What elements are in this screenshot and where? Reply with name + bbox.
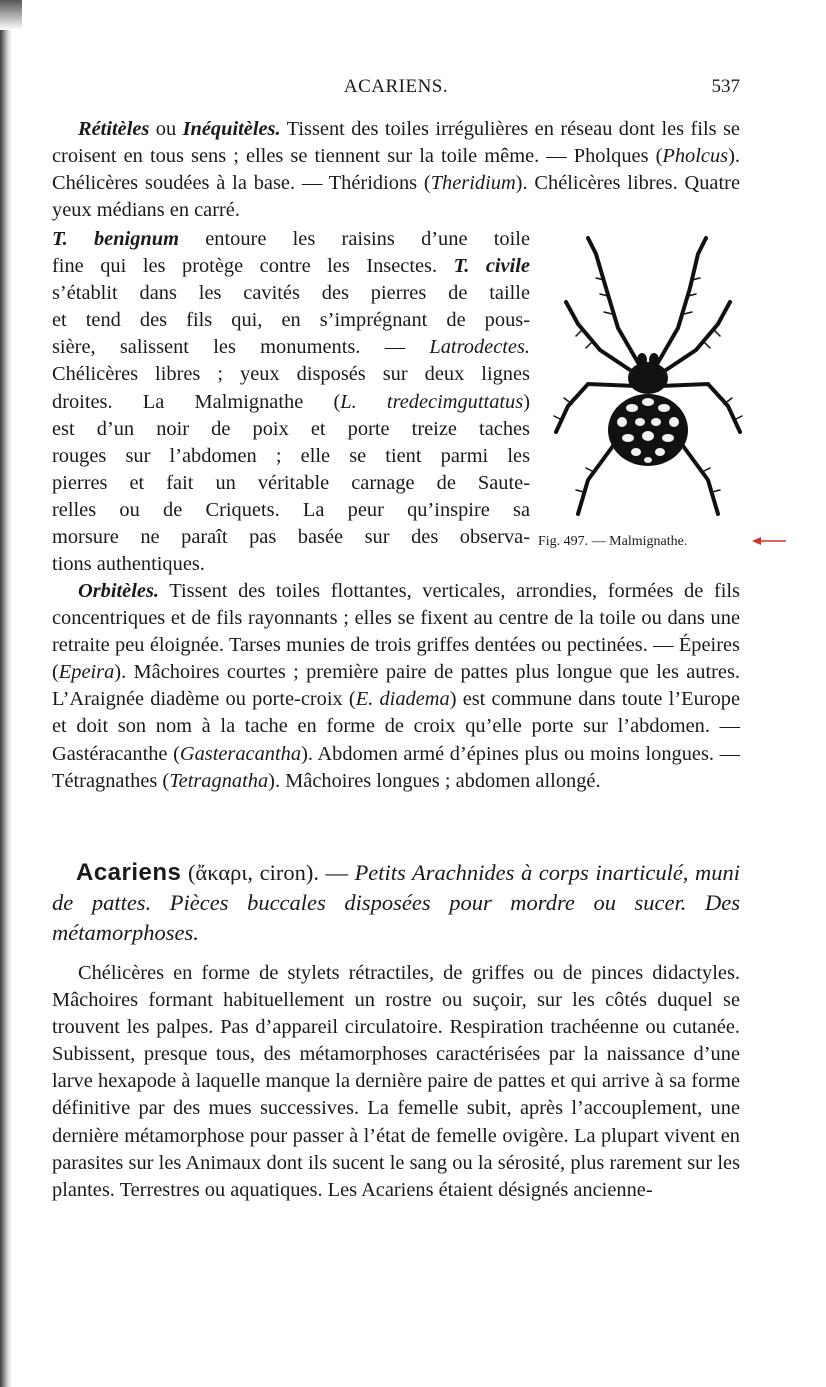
paragraph-wrapped-beside-figure: [52, 226, 530, 578]
section-definition: Petits Arachnides à corps inarticulé, muni de pattes. Pièces buccales disposées pour mordre ou sucer. Des métamorphoses.: [52, 860, 740, 945]
text-fragment: ou: [149, 118, 183, 140]
paragraph-text: [52, 116, 740, 224]
text-line: rouges sur l’abdomen ; elle se tient parmi les: [52, 444, 530, 467]
text-fragment: ). Mâchoires longues ; abdomen allongé.: [268, 769, 601, 792]
paragraph-retiteles: [52, 116, 740, 224]
latin-epeira: Epeira: [58, 661, 115, 684]
paragraph-acariens-description: [52, 960, 740, 1204]
text-fragment: ). Chélicères libres. Quatre yeux médians en carré.: [52, 172, 740, 222]
section-acariens-heading: [52, 858, 740, 948]
section-heading-text: [52, 858, 740, 948]
page-corner-shadow: [0, 0, 22, 30]
term-retiteles: Rétitèles: [78, 118, 150, 140]
text-line: et tend des fils qui, en s’imprégnant de pous-: [52, 309, 530, 332]
latin-t-civile: T. civile: [453, 255, 530, 278]
text-line: morsure ne paraît pas basée sur des observa-: [52, 526, 530, 549]
text-line: [52, 226, 530, 253]
latin-t-benignum: T. benignum: [52, 228, 179, 250]
text-fragment: ). Abdomen armé d’épines plus ou moins longues. — Tétragnathes (: [52, 742, 740, 792]
text-fragment: ). Chélicères soudées à la base. — Théridions (: [52, 145, 740, 195]
text-line: est d’un noir de poix et porte treize taches: [52, 417, 530, 440]
text-line: [52, 253, 530, 280]
text-fragment: ) est commune dans toute l’Europe et doit son nom à la tache en forme de croix qu’elle porte sur l’abdomen. — Gastéracanthe (: [52, 688, 741, 765]
latin-diadema: E. diadema: [355, 688, 450, 711]
term-orbiteles: Orbitèles.: [78, 580, 159, 602]
text-line: [52, 334, 530, 361]
latin-latrodectes: Latrodectes.: [429, 336, 530, 359]
latin-tredecimguttatus: L. tredecimguttatus: [340, 390, 524, 413]
paragraph-text: [52, 578, 740, 795]
latin-gasteracantha: Gasteracantha: [179, 742, 302, 765]
latin-tetragnatha: Tetragnatha: [169, 769, 269, 792]
text-line: droites. La Malmignathe (L. tredecimguttatus): [52, 390, 530, 413]
text-line: tions authentiques.: [52, 553, 205, 576]
page-number: 537: [711, 76, 740, 97]
paragraph-text: Chélicères en forme de stylets rétractiles, de griffes ou de pinces didactyles. Mâchoires formant habituellement un rostre ou suçoir, sur les côtés duquel se trouvent les palpes. Pas d’appareil circulatoire. Respiration trachéenne ou cutanée. Subissent, presque tous, des métamorphoses caractérisées par la naissance d’une larve hexapode à laquelle manque la dernière paire de pattes et qui arrive à sa forme définitive par des mues successives. La femelle subit, après l’accouplement, une dernière métamorphose pour passer à l’état de femelle ovigère. La plupart vivent en parasites sur les Animaux dont ils sucent le sang ou la sérosité, plus rarement sur les plantes. Terrestres ou aquatiques. Les Acariens étaient désignés ancienne-: [52, 962, 740, 1201]
greek-etymology: (ἄκαρι, ciron). —: [181, 860, 355, 885]
text-fragment: fine qui les protège contre les Insectes.: [52, 255, 454, 278]
latin-theridium: Theridium: [430, 172, 516, 195]
page-binding-edge: [0, 0, 12, 1387]
annotation-arrow-icon: [752, 534, 786, 548]
running-title: ACARIENS.: [343, 76, 449, 97]
text-fragment: ). Mâchoires courtes ; première paire de pattes plus longue que les autres. L’Araignée diadème ou porte-croix (: [52, 661, 740, 711]
text-line: relles ou de Criquets. La peur qu’inspire sa: [52, 498, 530, 521]
spider-illustration: [548, 236, 748, 532]
figure-caption: Fig. 497. — Malmignathe.: [538, 534, 688, 549]
latin-pholcus: Pholcus: [662, 145, 729, 168]
text-line: pierres et fait un véritable carnage de Saute-: [52, 471, 530, 494]
paragraph-orbiteles: [52, 578, 740, 795]
term-inequiteles: Inéquitèles.: [182, 118, 281, 140]
text-line: Chélicères libres ; yeux disposés sur deux lignes: [52, 363, 530, 386]
text-fragment: sière, salissent les monuments. —: [52, 336, 430, 359]
text-fragment: entoure les raisins d’une toile: [178, 228, 531, 250]
running-head: [52, 76, 740, 104]
text-fragment: droites. La Malmignathe (: [52, 390, 341, 413]
text-fragment: Tissent des toiles irrégulières en réseau dont les fils se croisent en tous sens ; elles se tiennent sur la toile même. — Pholques (: [52, 118, 740, 168]
text-line: s’établit dans les cavités des pierres de taille: [52, 282, 530, 305]
text-fragment: Tissent des toiles flottantes, verticales, arrondies, formées de fils concentriques et de fils rayonnants ; elles se fixent au centre de la toile ou dans une retraite peu éloignée. Tarses munies de trois griffes dentées ou pectinées. — Épeires (: [52, 580, 740, 684]
section-title: Acariens: [76, 859, 182, 886]
figure-malmignathe: [548, 236, 748, 532]
